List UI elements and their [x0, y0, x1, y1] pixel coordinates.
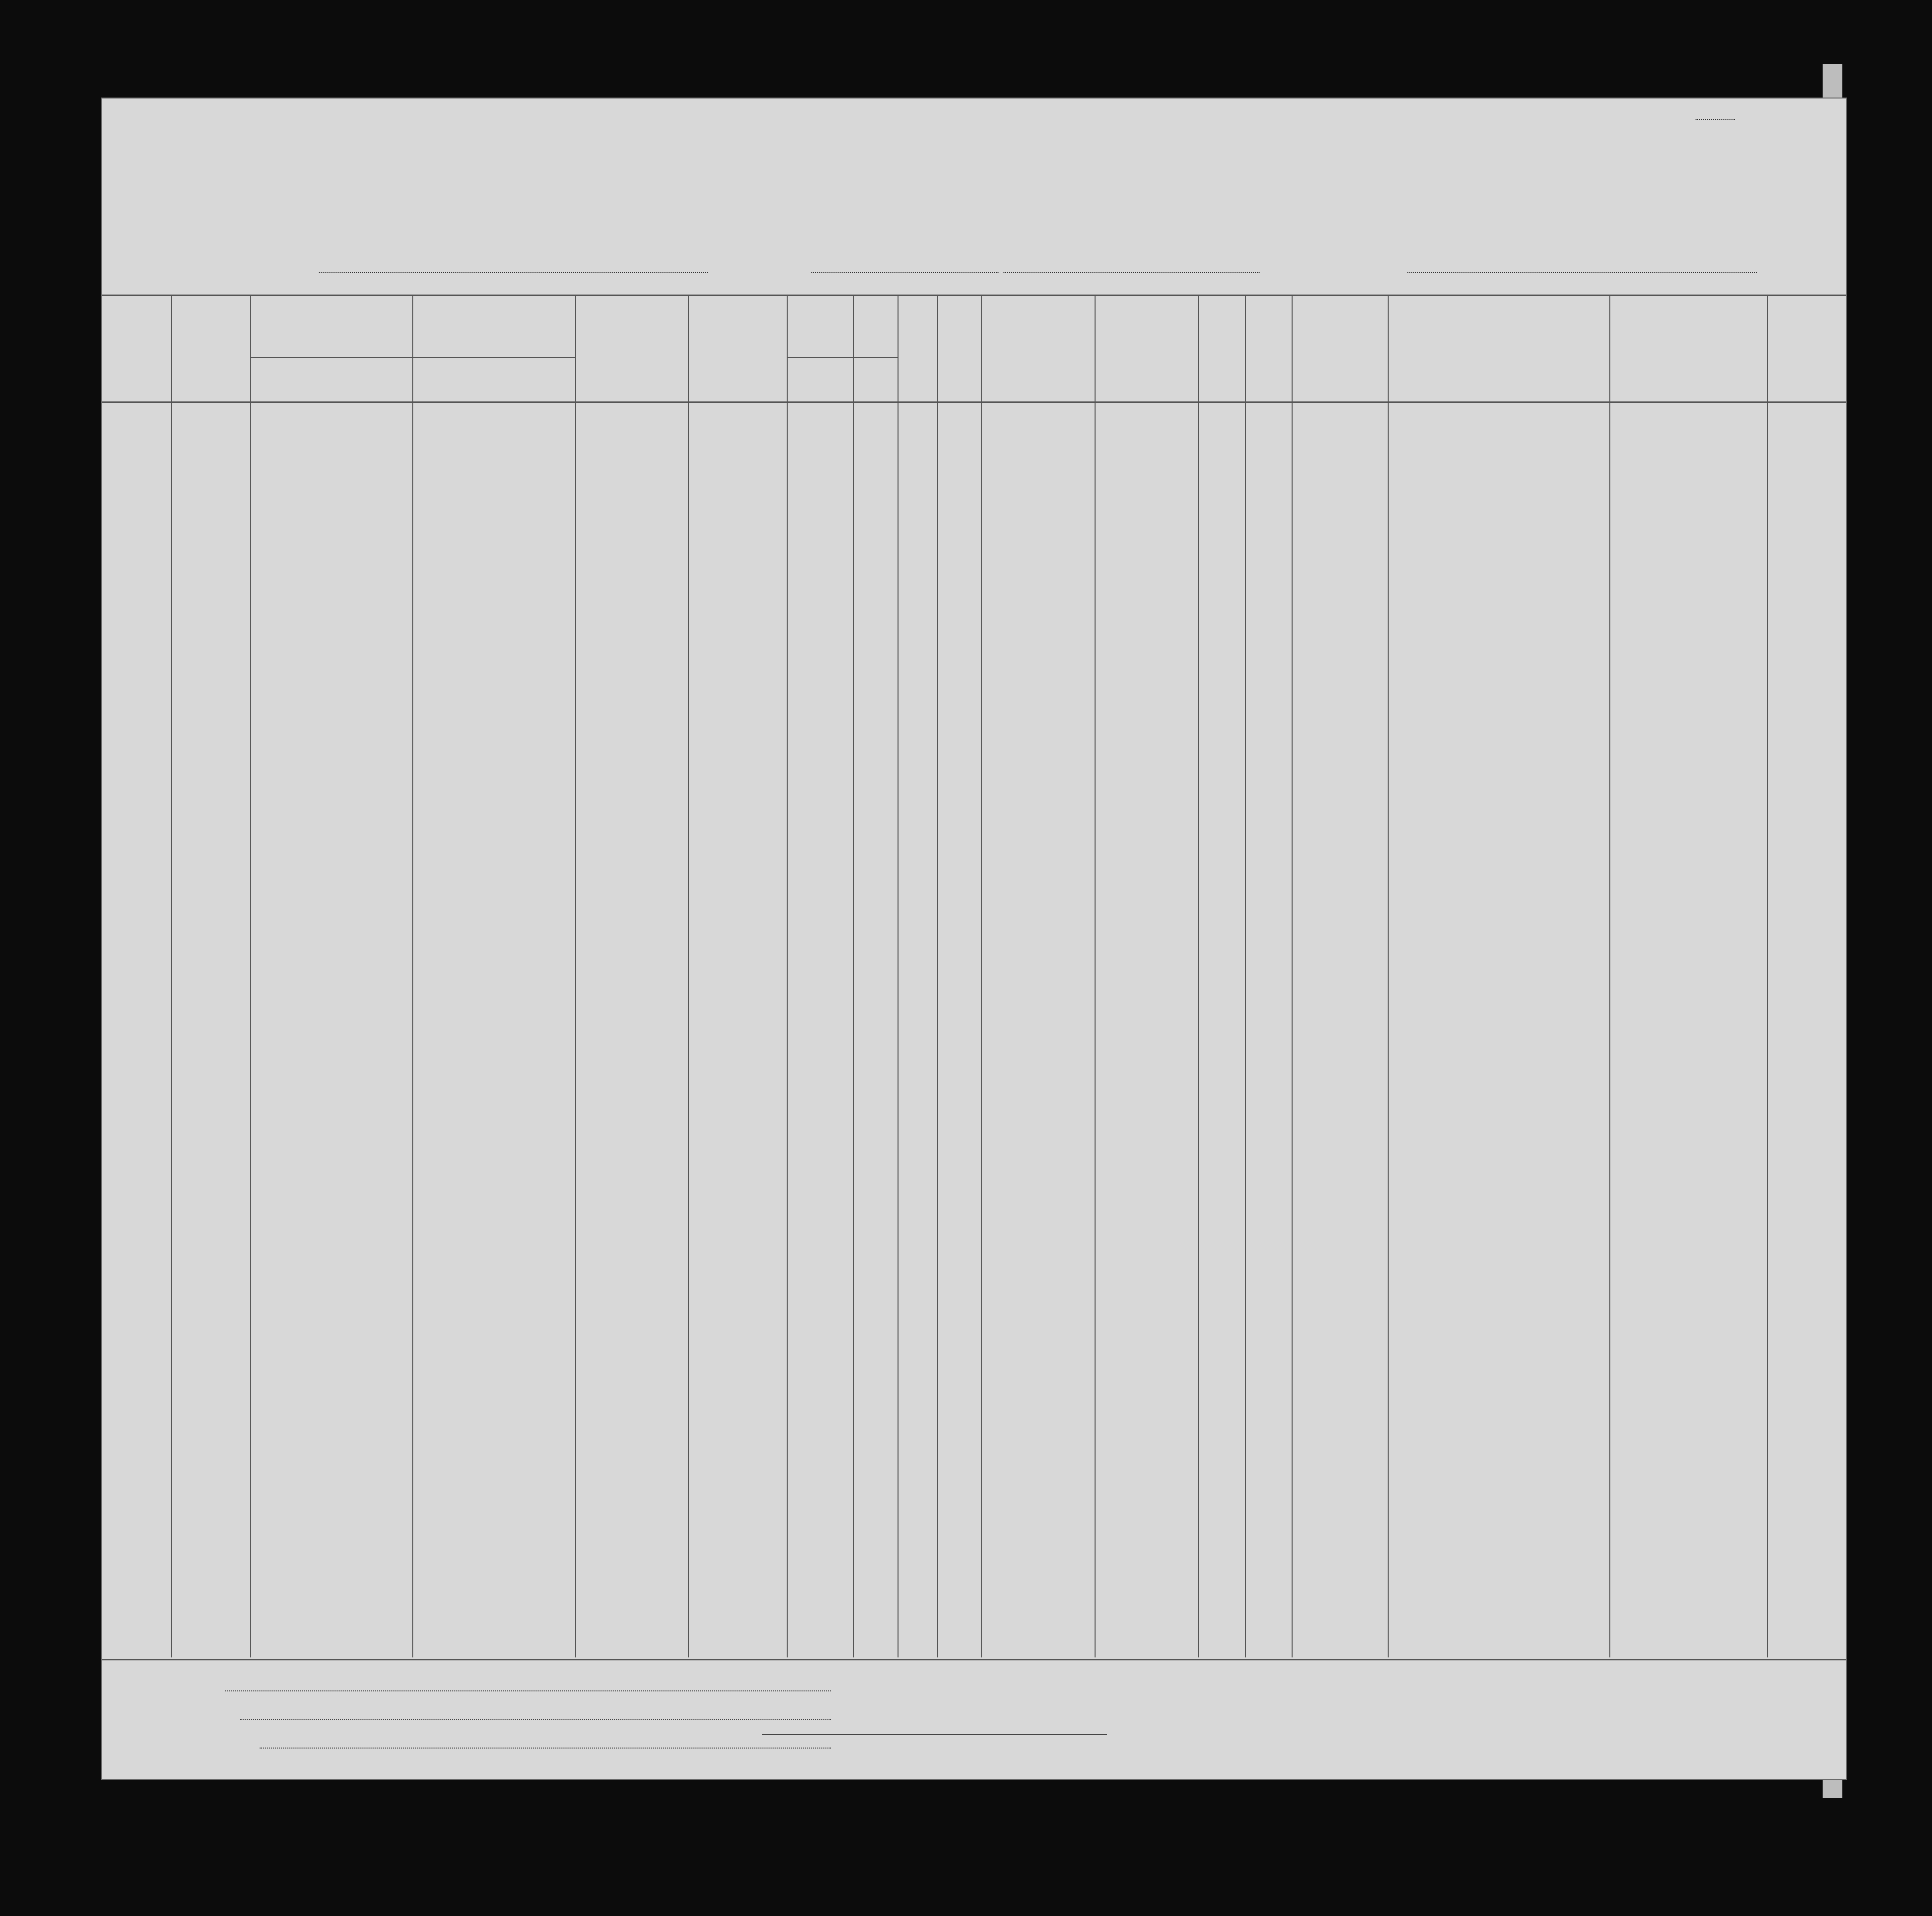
- column-divider: [898, 296, 899, 1657]
- subheader-rule: [787, 357, 898, 358]
- column-divider: [853, 296, 854, 1657]
- column-divider: [1609, 296, 1610, 1657]
- column-divider: [981, 296, 982, 1657]
- column-divider: [1292, 296, 1293, 1657]
- column-divider: [1245, 296, 1246, 1657]
- column-divider: [250, 296, 251, 1657]
- column-divider: [1198, 296, 1199, 1657]
- column-divider: [937, 296, 938, 1657]
- date-field: [1003, 255, 1260, 273]
- column-divider: [575, 296, 576, 1657]
- from-port-field: [1407, 255, 1757, 273]
- sheet-number: [1696, 119, 1735, 120]
- column-divider: [1095, 296, 1096, 1657]
- footer-rule: [102, 1659, 1846, 1660]
- arriving-field: [811, 255, 999, 273]
- header-rule-top: [102, 295, 1846, 296]
- column-divider: [171, 296, 172, 1657]
- column-divider: [412, 296, 413, 1657]
- header-rule-bottom: [102, 401, 1846, 403]
- line-field: [225, 1690, 831, 1691]
- local-agents-field: [260, 1748, 831, 1749]
- column-divider: [787, 296, 788, 1657]
- manifest-sheet: [101, 98, 1847, 1780]
- subheader-rule: [250, 357, 575, 358]
- column-divider: [688, 296, 689, 1657]
- column-divider: [1388, 296, 1389, 1657]
- inspector-signature-line: [762, 1734, 1107, 1735]
- owners-field: [240, 1719, 831, 1720]
- column-divider: [1767, 296, 1768, 1657]
- vessel-field: [319, 255, 708, 273]
